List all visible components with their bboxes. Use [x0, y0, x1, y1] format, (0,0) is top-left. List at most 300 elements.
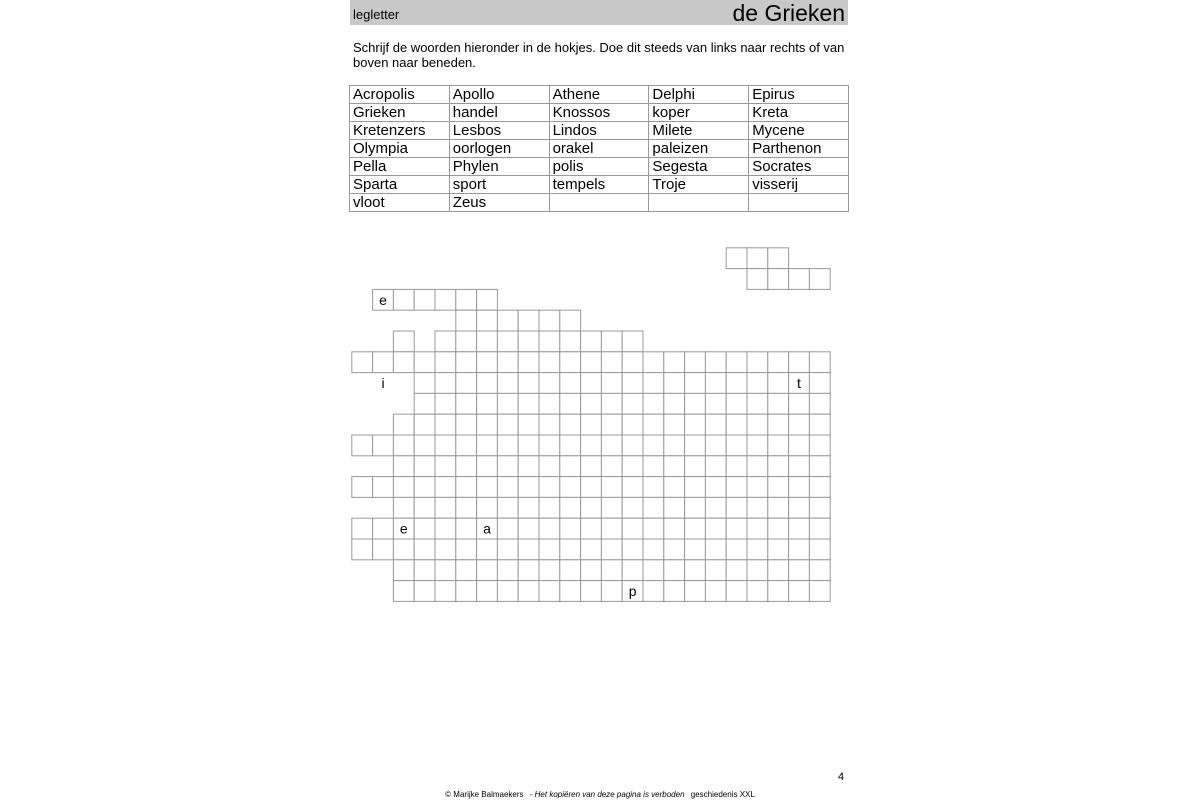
crossword-cell[interactable]: [539, 539, 560, 560]
crossword-cell[interactable]: [809, 539, 830, 560]
crossword-cell[interactable]: [705, 373, 726, 394]
crossword-cell[interactable]: [539, 393, 560, 414]
crossword-cell[interactable]: [747, 435, 768, 456]
crossword-cell[interactable]: [435, 477, 456, 498]
crossword-cell[interactable]: [705, 477, 726, 498]
crossword-cell[interactable]: [768, 435, 789, 456]
crossword-cell[interactable]: [601, 518, 622, 539]
crossword-cell[interactable]: [414, 477, 435, 498]
crossword-cell[interactable]: [789, 518, 810, 539]
crossword-cell[interactable]: [539, 456, 560, 477]
crossword-cell[interactable]: [809, 560, 830, 581]
crossword-cell[interactable]: [789, 539, 810, 560]
crossword-cell[interactable]: [726, 414, 747, 435]
crossword-cell[interactable]: [497, 539, 518, 560]
crossword-cell[interactable]: [560, 518, 581, 539]
crossword-cell[interactable]: [477, 393, 498, 414]
crossword-cell[interactable]: [726, 560, 747, 581]
crossword-cell[interactable]: [393, 331, 414, 352]
crossword-cell[interactable]: [414, 539, 435, 560]
crossword-cell[interactable]: [768, 414, 789, 435]
crossword-cell[interactable]: [373, 477, 394, 498]
crossword-cell[interactable]: [809, 373, 830, 394]
crossword-cell[interactable]: [664, 456, 685, 477]
crossword-cell[interactable]: [414, 414, 435, 435]
crossword-cell[interactable]: [747, 269, 768, 290]
page-title: de Grieken: [732, 0, 845, 26]
crossword-cell[interactable]: [560, 581, 581, 602]
crossword-cell[interactable]: [601, 581, 622, 602]
crossword-cell[interactable]: [393, 581, 414, 602]
crossword-cell[interactable]: [435, 414, 456, 435]
word-cell: Delphi: [649, 86, 749, 104]
crossword-cell[interactable]: [539, 477, 560, 498]
crossword-cell[interactable]: [664, 539, 685, 560]
crossword-cell[interactable]: [809, 414, 830, 435]
crossword-cell[interactable]: [705, 518, 726, 539]
crossword-cell[interactable]: [497, 435, 518, 456]
crossword-cell[interactable]: [581, 497, 602, 518]
crossword-cell[interactable]: [435, 497, 456, 518]
crossword-cell[interactable]: [414, 560, 435, 581]
crossword-cell[interactable]: [726, 373, 747, 394]
crossword-cell[interactable]: [456, 414, 477, 435]
crossword-cell[interactable]: [789, 269, 810, 290]
crossword-cell[interactable]: [685, 456, 706, 477]
crossword-cell[interactable]: [414, 289, 435, 310]
crossword-cell[interactable]: [477, 373, 498, 394]
crossword-cell[interactable]: [809, 435, 830, 456]
word-cell: Acropolis: [350, 86, 450, 104]
crossword-cell[interactable]: [726, 352, 747, 373]
crossword-cell[interactable]: [560, 477, 581, 498]
crossword-cell[interactable]: [497, 393, 518, 414]
crossword-cell[interactable]: [477, 435, 498, 456]
crossword-cell[interactable]: [747, 393, 768, 414]
crossword-cell[interactable]: [622, 518, 643, 539]
crossword-cell[interactable]: [497, 310, 518, 331]
crossword-cell[interactable]: [539, 310, 560, 331]
crossword-cell[interactable]: [560, 435, 581, 456]
crossword-cell[interactable]: [518, 352, 539, 373]
crossword-cell[interactable]: [497, 581, 518, 602]
crossword-cell[interactable]: [643, 393, 664, 414]
crossword-cell[interactable]: [643, 414, 664, 435]
crossword-cell[interactable]: [685, 373, 706, 394]
crossword-cell[interactable]: [789, 477, 810, 498]
crossword-cell[interactable]: [664, 477, 685, 498]
crossword-cell[interactable]: [477, 456, 498, 477]
crossword-cell[interactable]: [393, 414, 414, 435]
crossword-cell[interactable]: [643, 352, 664, 373]
crossword-cell[interactable]: [352, 352, 373, 373]
crossword-cell[interactable]: [705, 560, 726, 581]
crossword-cell[interactable]: [477, 497, 498, 518]
crossword-cell[interactable]: [601, 393, 622, 414]
crossword-cell[interactable]: [726, 248, 747, 269]
crossword-cell[interactable]: [768, 269, 789, 290]
crossword-cell[interactable]: [601, 560, 622, 581]
crossword-cell[interactable]: [456, 497, 477, 518]
crossword-cell[interactable]: [497, 497, 518, 518]
crossword-cell[interactable]: [705, 456, 726, 477]
crossword-cell[interactable]: [622, 435, 643, 456]
crossword-cell[interactable]: [643, 497, 664, 518]
crossword-cell[interactable]: [560, 414, 581, 435]
crossword-cell[interactable]: [747, 477, 768, 498]
crossword-cell[interactable]: [601, 539, 622, 560]
crossword-cell[interactable]: [393, 289, 414, 310]
crossword-cell[interactable]: [456, 393, 477, 414]
crossword-cell[interactable]: [414, 435, 435, 456]
crossword-cell[interactable]: [539, 373, 560, 394]
crossword-cell[interactable]: [685, 477, 706, 498]
crossword-cell[interactable]: [685, 581, 706, 602]
crossword-cell[interactable]: [435, 456, 456, 477]
word-cell: Phylen: [449, 158, 549, 176]
crossword-cell[interactable]: [768, 477, 789, 498]
crossword-cell[interactable]: [601, 477, 622, 498]
crossword-cell[interactable]: [664, 393, 685, 414]
crossword-cell[interactable]: [705, 352, 726, 373]
crossword-cell[interactable]: [518, 373, 539, 394]
crossword-cell[interactable]: [622, 373, 643, 394]
crossword-cell[interactable]: [789, 581, 810, 602]
crossword-cell[interactable]: [601, 331, 622, 352]
crossword-cell[interactable]: [622, 477, 643, 498]
crossword-cell[interactable]: [560, 497, 581, 518]
crossword-cell[interactable]: [664, 560, 685, 581]
crossword-cell[interactable]: [747, 414, 768, 435]
crossword-cell[interactable]: [726, 518, 747, 539]
crossword-cell[interactable]: [664, 414, 685, 435]
crossword-cell[interactable]: [685, 393, 706, 414]
crossword-cell[interactable]: [747, 248, 768, 269]
crossword-cell[interactable]: [664, 497, 685, 518]
crossword-cell[interactable]: [726, 581, 747, 602]
crossword-cell[interactable]: [539, 497, 560, 518]
crossword-cell[interactable]: [664, 352, 685, 373]
header-category: legletter: [353, 7, 400, 22]
crossword-cell[interactable]: [456, 435, 477, 456]
crossword-cell[interactable]: [560, 373, 581, 394]
crossword-cell[interactable]: [539, 414, 560, 435]
crossword-cell[interactable]: [393, 560, 414, 581]
crossword-cell[interactable]: [705, 581, 726, 602]
crossword-cell[interactable]: [789, 352, 810, 373]
crossword-cell[interactable]: [705, 539, 726, 560]
crossword-cell[interactable]: [622, 352, 643, 373]
crossword-cell[interactable]: [809, 518, 830, 539]
crossword-cell[interactable]: [393, 539, 414, 560]
crossword-cell[interactable]: [373, 518, 394, 539]
crossword-cell[interactable]: [809, 497, 830, 518]
crossword-cell[interactable]: [809, 477, 830, 498]
crossword-cell[interactable]: [789, 497, 810, 518]
crossword-cell[interactable]: [456, 539, 477, 560]
crossword-cell[interactable]: [560, 456, 581, 477]
crossword-cell[interactable]: [601, 435, 622, 456]
crossword-cell[interactable]: [705, 414, 726, 435]
crossword-cell[interactable]: [789, 435, 810, 456]
crossword-cell[interactable]: [685, 518, 706, 539]
crossword-cell[interactable]: [539, 581, 560, 602]
crossword-cell[interactable]: [789, 414, 810, 435]
crossword-cell[interactable]: [352, 518, 373, 539]
crossword-cell[interactable]: [747, 560, 768, 581]
crossword-cell[interactable]: [643, 435, 664, 456]
crossword-cell[interactable]: [373, 539, 394, 560]
crossword-cell[interactable]: [456, 331, 477, 352]
crossword-cell[interactable]: [539, 560, 560, 581]
crossword-cell[interactable]: [477, 310, 498, 331]
crossword-cell[interactable]: [643, 373, 664, 394]
crossword-cell[interactable]: [435, 581, 456, 602]
crossword-cell[interactable]: [789, 456, 810, 477]
crossword-cell[interactable]: [435, 435, 456, 456]
crossword-cell[interactable]: [664, 373, 685, 394]
crossword-cell[interactable]: [477, 539, 498, 560]
crossword-cell[interactable]: [747, 497, 768, 518]
crossword-cell[interactable]: [747, 456, 768, 477]
crossword-cell[interactable]: [768, 497, 789, 518]
crossword-cell[interactable]: [373, 435, 394, 456]
crossword-cell[interactable]: [518, 518, 539, 539]
crossword-cell[interactable]: [809, 352, 830, 373]
crossword-cell[interactable]: [497, 331, 518, 352]
crossword-cell[interactable]: [435, 393, 456, 414]
crossword-cell[interactable]: [518, 581, 539, 602]
crossword-cell[interactable]: [581, 352, 602, 373]
crossword-cell[interactable]: [664, 581, 685, 602]
crossword-cell[interactable]: [581, 477, 602, 498]
crossword-cell[interactable]: [581, 518, 602, 539]
crossword-given-letter: a: [483, 520, 491, 537]
crossword-cell[interactable]: [518, 477, 539, 498]
crossword-cell[interactable]: [518, 331, 539, 352]
crossword-cell[interactable]: [581, 456, 602, 477]
crossword-cell[interactable]: [414, 497, 435, 518]
crossword-cell[interactable]: [393, 477, 414, 498]
crossword-cell[interactable]: [726, 393, 747, 414]
crossword-cell[interactable]: [581, 539, 602, 560]
crossword-cell[interactable]: [643, 456, 664, 477]
word-cell: Lindos: [549, 122, 649, 140]
crossword-cell[interactable]: [685, 414, 706, 435]
crossword-cell[interactable]: [685, 539, 706, 560]
crossword-cell[interactable]: [477, 581, 498, 602]
instruction-text: Schrijf de woorden hieronder in de hokjes. Doe dit steeds van links naar rechts of van boven naar beneden.: [353, 40, 845, 70]
crossword-cell[interactable]: [352, 539, 373, 560]
crossword-cell[interactable]: [352, 435, 373, 456]
crossword-cell[interactable]: [456, 560, 477, 581]
crossword-cell[interactable]: [601, 352, 622, 373]
crossword-cell[interactable]: [497, 414, 518, 435]
crossword-cell[interactable]: [560, 331, 581, 352]
crossword-cell[interactable]: [497, 518, 518, 539]
crossword-cell[interactable]: [456, 456, 477, 477]
crossword-cell[interactable]: [518, 539, 539, 560]
crossword-cell[interactable]: [768, 518, 789, 539]
crossword-cell[interactable]: [539, 518, 560, 539]
crossword-cell[interactable]: [581, 331, 602, 352]
crossword-cell[interactable]: [435, 331, 456, 352]
crossword-cell[interactable]: [518, 310, 539, 331]
crossword-cell[interactable]: [518, 456, 539, 477]
crossword-cell[interactable]: [601, 497, 622, 518]
crossword-cell[interactable]: [622, 560, 643, 581]
crossword-cell[interactable]: [768, 560, 789, 581]
crossword-cell[interactable]: [643, 560, 664, 581]
crossword-cell[interactable]: [477, 352, 498, 373]
crossword-cell[interactable]: [560, 539, 581, 560]
crossword-cell[interactable]: [414, 581, 435, 602]
crossword-cell[interactable]: [477, 560, 498, 581]
crossword-cell[interactable]: [518, 393, 539, 414]
crossword-cell[interactable]: [685, 435, 706, 456]
crossword-cell[interactable]: [497, 560, 518, 581]
crossword-cell[interactable]: [497, 456, 518, 477]
crossword-cell[interactable]: [518, 497, 539, 518]
crossword-cell[interactable]: [705, 435, 726, 456]
crossword-cell[interactable]: [414, 373, 435, 394]
crossword-cell[interactable]: [809, 581, 830, 602]
crossword-cell[interactable]: [726, 477, 747, 498]
crossword-cell[interactable]: [809, 393, 830, 414]
crossword-cell[interactable]: [705, 393, 726, 414]
crossword-cell[interactable]: [560, 310, 581, 331]
crossword-cell[interactable]: [456, 518, 477, 539]
crossword-cell[interactable]: [435, 373, 456, 394]
crossword-cell[interactable]: [622, 393, 643, 414]
crossword-cell[interactable]: [685, 497, 706, 518]
word-cell: visserij: [749, 176, 849, 194]
crossword-cell[interactable]: [435, 289, 456, 310]
crossword-cell[interactable]: [373, 352, 394, 373]
crossword-cell[interactable]: [768, 248, 789, 269]
crossword-cell[interactable]: [747, 373, 768, 394]
crossword-cell[interactable]: [768, 539, 789, 560]
crossword-given-letter: t: [797, 375, 801, 391]
crossword-cell[interactable]: [726, 456, 747, 477]
crossword-cell[interactable]: [581, 393, 602, 414]
crossword-cell[interactable]: [768, 393, 789, 414]
word-cell: Zeus: [449, 194, 549, 212]
crossword-cell[interactable]: [747, 518, 768, 539]
word-cell: orakel: [549, 140, 649, 158]
crossword-cell[interactable]: [456, 373, 477, 394]
crossword-cell[interactable]: [768, 352, 789, 373]
crossword-cell[interactable]: [747, 539, 768, 560]
crossword-cell[interactable]: [622, 539, 643, 560]
crossword-cell[interactable]: [643, 518, 664, 539]
crossword-cell[interactable]: [435, 352, 456, 373]
crossword-cell[interactable]: [622, 497, 643, 518]
crossword-cell[interactable]: [643, 477, 664, 498]
crossword-cell[interactable]: [809, 269, 830, 290]
crossword-cell[interactable]: [477, 477, 498, 498]
crossword-cell[interactable]: [477, 414, 498, 435]
crossword-cell[interactable]: [518, 414, 539, 435]
crossword-cell[interactable]: [601, 414, 622, 435]
crossword-cell[interactable]: [497, 373, 518, 394]
crossword-cell[interactable]: [393, 352, 414, 373]
crossword-cell[interactable]: [497, 352, 518, 373]
crossword-cell[interactable]: [622, 456, 643, 477]
crossword-cell[interactable]: [768, 581, 789, 602]
crossword-cell[interactable]: [456, 477, 477, 498]
crossword-cell[interactable]: [726, 497, 747, 518]
crossword-cell[interactable]: [789, 560, 810, 581]
crossword-cell[interactable]: [539, 352, 560, 373]
crossword-cell[interactable]: [581, 435, 602, 456]
crossword-cell[interactable]: [393, 497, 414, 518]
crossword-cell[interactable]: [560, 393, 581, 414]
crossword-cell[interactable]: [435, 560, 456, 581]
crossword-cell[interactable]: [393, 456, 414, 477]
crossword-cell[interactable]: [726, 539, 747, 560]
crossword-cell[interactable]: [393, 435, 414, 456]
crossword-cell[interactable]: [601, 373, 622, 394]
word-cell: Kreta: [749, 104, 849, 122]
crossword-cell[interactable]: [456, 289, 477, 310]
crossword-cell[interactable]: [539, 435, 560, 456]
crossword-cell[interactable]: [581, 560, 602, 581]
crossword-cell[interactable]: [581, 373, 602, 394]
crossword-cell[interactable]: [789, 393, 810, 414]
crossword-cell[interactable]: [560, 352, 581, 373]
crossword-cell[interactable]: [477, 289, 498, 310]
crossword-cell[interactable]: [456, 581, 477, 602]
crossword-cell[interactable]: [664, 435, 685, 456]
crossword-cell[interactable]: [581, 414, 602, 435]
crossword-cell[interactable]: [518, 560, 539, 581]
crossword-cell[interactable]: [747, 352, 768, 373]
crossword-cell[interactable]: [456, 352, 477, 373]
crossword-cell[interactable]: [768, 373, 789, 394]
crossword-cell[interactable]: [477, 331, 498, 352]
crossword-cell[interactable]: [456, 310, 477, 331]
crossword-cell[interactable]: [435, 518, 456, 539]
crossword-cell[interactable]: [705, 497, 726, 518]
crossword-cell[interactable]: [726, 435, 747, 456]
crossword-cell[interactable]: [643, 539, 664, 560]
crossword-cell[interactable]: [414, 456, 435, 477]
word-cell: Socrates: [749, 158, 849, 176]
crossword-cell[interactable]: [747, 581, 768, 602]
crossword-cell[interactable]: [622, 331, 643, 352]
crossword-cell[interactable]: [768, 456, 789, 477]
crossword-cell[interactable]: [414, 393, 435, 414]
word-cell: Athene: [549, 86, 649, 104]
crossword-cell[interactable]: [539, 331, 560, 352]
crossword-cell[interactable]: [560, 560, 581, 581]
crossword-cell[interactable]: [664, 518, 685, 539]
crossword-cell[interactable]: [601, 456, 622, 477]
crossword-cell[interactable]: [435, 539, 456, 560]
crossword-cell[interactable]: [518, 435, 539, 456]
crossword-cell[interactable]: [581, 581, 602, 602]
crossword-cell[interactable]: [414, 518, 435, 539]
crossword-cell[interactable]: [352, 477, 373, 498]
crossword-cell[interactable]: [643, 581, 664, 602]
crossword-cell[interactable]: [809, 456, 830, 477]
crossword-cell[interactable]: [685, 352, 706, 373]
crossword-cell[interactable]: [685, 560, 706, 581]
crossword-cell[interactable]: [497, 477, 518, 498]
crossword-cell[interactable]: [414, 352, 435, 373]
crossword-cell[interactable]: [622, 414, 643, 435]
